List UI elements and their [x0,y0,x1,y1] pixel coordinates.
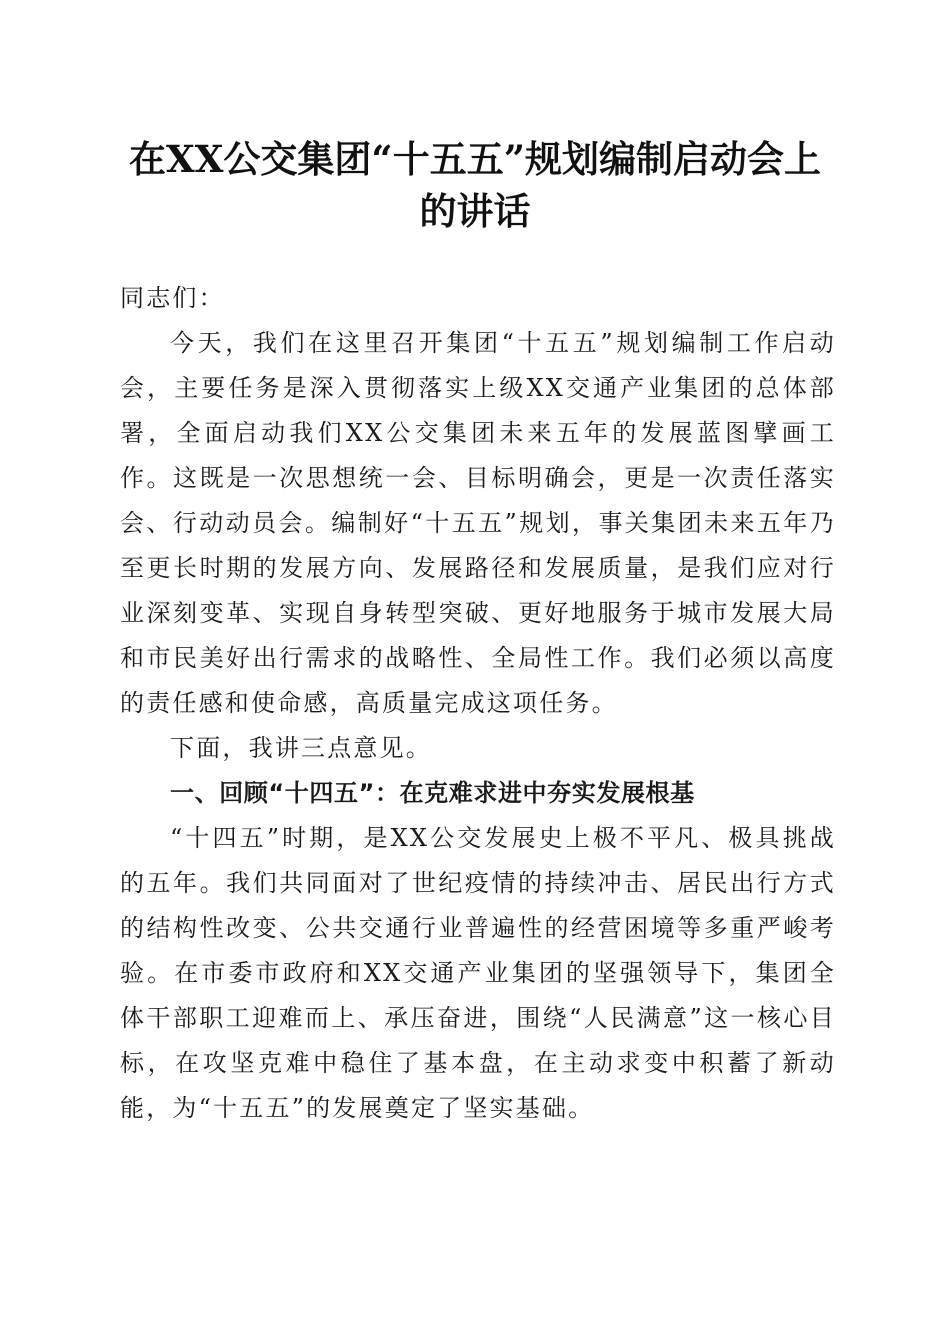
document-body [120,276,836,1131]
opening-paragraph: 今天，我们在这里召开集团“十五五”规划编制工作启动会，主要任务是深入贯彻落实上级XX交通产业集团的总体部署，全面启动我们XX公交集团未来五年的发展蓝图擘画工作。这既是一次思想统一会、目标明确会，更是一次责任落实会、行动动员会。编制好“十五五”规划，事关集团未来五年乃至更长时期的发展方向、发展路径和发展质量，是我们应对行业深刻变革、实现自身转型突破、更好地服务于城市发展大局和市民美好出行需求的战略性、全局性工作。我们必须以高度的责任感和使命感，高质量完成这项任务。 [120,329,836,717]
section-1-paragraph: “十四五”时期，是XX公交发展史上极不平凡、极具挑战的五年。我们共同面对了世纪疫情的持续冲击、居民出行方式的结构性改变、公共交通行业普遍性的经营困境等多重严峻考验。在市委市政府和XX交通产业集团的坚强领导下，集团全体干部职工迎难而上、承压奋进，围绕“人民满意”这一核心目标，在攻坚克难中稳住了基本盘，在主动求变中积蓄了新动能，为“十五五”的发展奠定了坚实基础。 [120,824,836,1122]
title-line-2: 的讲话 [419,189,531,233]
transition-paragraph: 下面，我讲三点意见。 [170,734,432,762]
section-heading-1: 一、回顾“十四五”：在克难求进中夯实发展根基 [170,779,695,807]
document-title [100,133,850,237]
title-line-1: 在XX公交集团“十五五”规划编制启动会上 [129,137,821,181]
salutation: 同志们： [120,284,225,312]
